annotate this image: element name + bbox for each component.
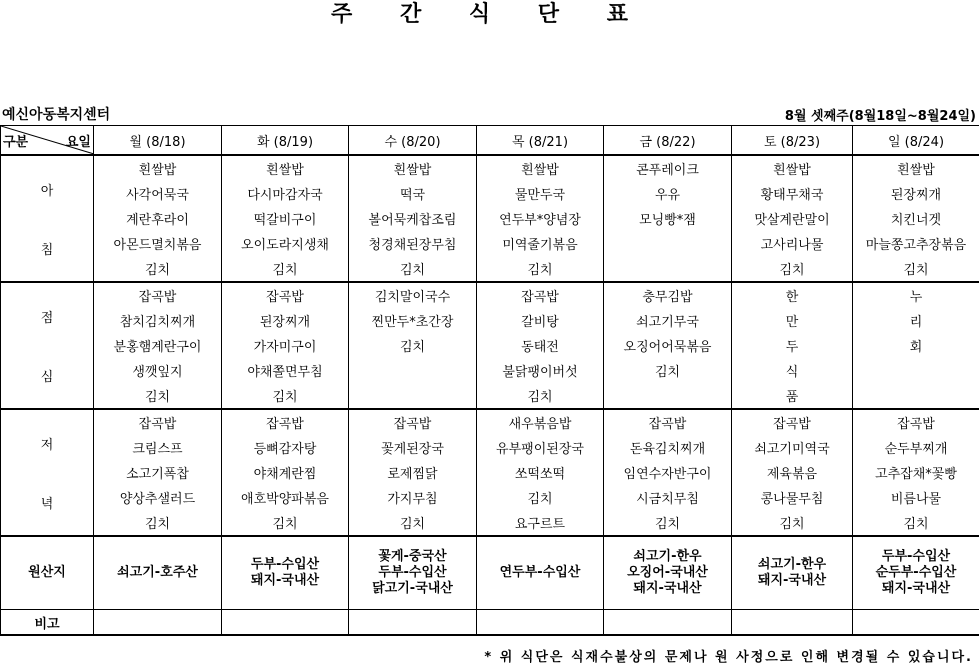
- origin-cell: [349, 536, 477, 610]
- breakfast-label-char: 아: [1, 180, 93, 199]
- menu-item: 된장찌개: [222, 308, 349, 333]
- footnote: * 위 식단은 식재수불상의 문제나 원 사정으로 인해 변경될 수 있습니다.: [484, 646, 973, 665]
- menu-item: 김치: [94, 510, 222, 536]
- dinner-row: [1, 485, 979, 510]
- menu-item: 잡곡밥: [222, 282, 349, 308]
- origin-line: 두부-수입산: [222, 557, 348, 573]
- day-header-sun: 일 (8/24): [853, 126, 979, 156]
- menu-item: 잡곡밥: [94, 409, 222, 435]
- menu-item: 찐만두*초간장: [349, 308, 477, 333]
- menu-item: 황태무채국: [732, 181, 853, 206]
- page-title: 주 간 식 단 표: [0, 2, 979, 28]
- menu-item: 김치: [349, 256, 477, 282]
- breakfast-row: [1, 181, 979, 206]
- menu-item: 흰쌀밥: [853, 155, 979, 181]
- menu-item: 돈육김치찌개: [604, 435, 732, 460]
- menu-item: [604, 256, 732, 282]
- menu-item: 김치: [477, 485, 604, 510]
- note-cell: [604, 610, 732, 636]
- menu-item: 김치말이국수: [349, 282, 477, 308]
- menu-item: 잡곡밥: [853, 409, 979, 435]
- day-header-tue: 화 (8/19): [222, 126, 349, 156]
- origin-label: 원산지: [1, 536, 94, 610]
- menu-item: 누: [853, 282, 979, 308]
- origin-line: 꽃게-중국산: [349, 549, 476, 565]
- origin-cell: [604, 536, 732, 610]
- menu-item: 갈비탕: [477, 308, 604, 333]
- origin-line: 돼지-국내산: [222, 573, 348, 589]
- menu-item: [604, 383, 732, 409]
- weekly-menu-table: [0, 125, 979, 636]
- menu-item: 잡곡밥: [94, 282, 222, 308]
- menu-item: 김치: [94, 256, 222, 282]
- dinner-label: [1, 409, 94, 536]
- menu-item: 치킨너겟: [853, 206, 979, 231]
- note-cell: [94, 610, 222, 636]
- menu-item: 생깻잎지: [94, 358, 222, 383]
- menu-item: 사각어묵국: [94, 181, 222, 206]
- dinner-row: [1, 510, 979, 536]
- breakfast-row: [1, 155, 979, 181]
- menu-item: 김치: [732, 510, 853, 536]
- breakfast-row: [1, 256, 979, 282]
- menu-item: 김치: [853, 510, 979, 536]
- menu-item: [853, 358, 979, 383]
- day-header-mon: 월 (8/18): [94, 126, 222, 156]
- origin-line: 돼지-국내산: [853, 581, 979, 597]
- lunch-label: [1, 282, 94, 409]
- origin-cell: [477, 536, 604, 610]
- menu-item: 한: [732, 282, 853, 308]
- menu-item: 콩나물무침: [732, 485, 853, 510]
- corner-label-day: 요일: [66, 131, 91, 150]
- day-header-sat: 토 (8/23): [732, 126, 853, 156]
- menu-item: 충무김밥: [604, 282, 732, 308]
- day-header-fri: 금 (8/22): [604, 126, 732, 156]
- breakfast-row: [1, 231, 979, 256]
- lunch-label-char: 심: [1, 366, 93, 385]
- origin-line: 두부-수입산: [349, 565, 476, 581]
- origin-row: [1, 536, 979, 610]
- menu-item: 계란후라이: [94, 206, 222, 231]
- menu-item: [604, 231, 732, 256]
- origin-line: 오징어-국내산: [604, 565, 731, 581]
- lunch-row: [1, 358, 979, 383]
- menu-item: 잡곡밥: [732, 409, 853, 435]
- note-cell: [732, 610, 853, 636]
- menu-item: 된장찌개: [853, 181, 979, 206]
- menu-item: 순두부찌개: [853, 435, 979, 460]
- menu-item: 불닭팽이버섯: [477, 358, 604, 383]
- origin-line: 두부-수입산: [853, 549, 979, 565]
- menu-item: 로제찜닭: [349, 460, 477, 485]
- menu-item: 품: [732, 383, 853, 409]
- menu-item: 김치: [732, 256, 853, 282]
- lunch-row: [1, 282, 979, 308]
- menu-item: 김치: [604, 358, 732, 383]
- week-range: 8월 셋째주(8월18일~8월24일): [785, 105, 976, 124]
- corner-header: [1, 126, 94, 156]
- menu-item: 우유: [604, 181, 732, 206]
- day-header-thu: 목 (8/21): [477, 126, 604, 156]
- menu-item: 볼어묵케찹조림: [349, 206, 477, 231]
- origin-line: 돼지-국내산: [732, 573, 852, 589]
- corner-label-category: 구분: [3, 131, 28, 150]
- lunch-label-char: 점: [1, 307, 93, 326]
- menu-item: 유부팽이된장국: [477, 435, 604, 460]
- origin-line: 순두부-수입산: [853, 565, 979, 581]
- menu-item: [349, 358, 477, 383]
- origin-cell: [732, 536, 853, 610]
- center-name: 예신아동복지센터: [2, 104, 110, 124]
- menu-item: 소고기폭찹: [94, 460, 222, 485]
- menu-item: 흰쌀밥: [732, 155, 853, 181]
- lunch-row: [1, 308, 979, 333]
- menu-item: 김치: [477, 256, 604, 282]
- note-row: [1, 610, 979, 636]
- lunch-row: [1, 333, 979, 358]
- menu-item: 떡국: [349, 181, 477, 206]
- menu-item: 쇠고기무국: [604, 308, 732, 333]
- origin-cell: [222, 536, 349, 610]
- menu-item: 김치: [222, 383, 349, 409]
- menu-item: 흰쌀밥: [349, 155, 477, 181]
- menu-item: 식: [732, 358, 853, 383]
- menu-item: 야채쫄면무침: [222, 358, 349, 383]
- menu-item: 연두부*양념장: [477, 206, 604, 231]
- menu-item: 분홍햄계란구이: [94, 333, 222, 358]
- menu-item: 고사리나물: [732, 231, 853, 256]
- dinner-row: [1, 460, 979, 485]
- menu-item: 쇠고기미역국: [732, 435, 853, 460]
- menu-item: 꽃게된장국: [349, 435, 477, 460]
- note-cell: [477, 610, 604, 636]
- menu-item: 참치김치찌개: [94, 308, 222, 333]
- origin-line: 닭고기-국내산: [349, 581, 476, 597]
- menu-item: 흰쌀밥: [94, 155, 222, 181]
- menu-item: 가자미구이: [222, 333, 349, 358]
- menu-item: 김치: [349, 510, 477, 536]
- menu-item: [853, 383, 979, 409]
- menu-item: 잡곡밥: [477, 282, 604, 308]
- menu-item: 양상추샐러드: [94, 485, 222, 510]
- origin-cell: [853, 536, 979, 610]
- menu-item: 임연수자반구이: [604, 460, 732, 485]
- breakfast-label: [1, 155, 94, 282]
- menu-item: 물만두국: [477, 181, 604, 206]
- dinner-row: [1, 409, 979, 435]
- menu-item: 새우볶음밥: [477, 409, 604, 435]
- menu-item: 김치: [94, 383, 222, 409]
- menu-item: 야채계란찜: [222, 460, 349, 485]
- menu-item: 비름나물: [853, 485, 979, 510]
- header-row: [1, 126, 979, 156]
- menu-item: 고추잡채*꽃빵: [853, 460, 979, 485]
- menu-item: 흰쌀밥: [222, 155, 349, 181]
- menu-item: 김치: [477, 383, 604, 409]
- menu-body: [1, 155, 979, 536]
- menu-item: 흰쌀밥: [477, 155, 604, 181]
- origin-line: 돼지-국내산: [604, 581, 731, 597]
- menu-item: 애호박양파볶음: [222, 485, 349, 510]
- note-cell: [853, 610, 979, 636]
- note-label: 비고: [1, 610, 94, 636]
- origin-line: 연두부-수입산: [477, 565, 603, 581]
- menu-item: 아몬드멸치볶음: [94, 231, 222, 256]
- origin-line: 쇠고기-한우: [604, 549, 731, 565]
- menu-item: 김치: [222, 510, 349, 536]
- menu-item: 동태전: [477, 333, 604, 358]
- menu-item: 제육볶음: [732, 460, 853, 485]
- origin-cell: [94, 536, 222, 610]
- menu-item: 다시마감자국: [222, 181, 349, 206]
- menu-item: 회: [853, 333, 979, 358]
- dinner-row: [1, 435, 979, 460]
- menu-item: 잡곡밥: [604, 409, 732, 435]
- origin-line: 쇠고기-호주산: [94, 565, 221, 581]
- menu-item: 청경채된장무침: [349, 231, 477, 256]
- menu-item: 오징어어묵볶음: [604, 333, 732, 358]
- menu-item: 맛살계란말이: [732, 206, 853, 231]
- dinner-label-char: 녁: [1, 493, 93, 512]
- menu-item: 만: [732, 308, 853, 333]
- menu-item: [349, 383, 477, 409]
- breakfast-label-char: 침: [1, 239, 93, 258]
- origin-line: 쇠고기-한우: [732, 557, 852, 573]
- breakfast-row: [1, 206, 979, 231]
- dinner-label-char: 저: [1, 434, 93, 453]
- menu-item: 모닝빵*잼: [604, 206, 732, 231]
- menu-item: 김치: [222, 256, 349, 282]
- menu-item: 가지무침: [349, 485, 477, 510]
- menu-item: 김치: [349, 333, 477, 358]
- menu-item: 두: [732, 333, 853, 358]
- menu-item: 쏘떡쏘떡: [477, 460, 604, 485]
- menu-item: 떡갈비구이: [222, 206, 349, 231]
- menu-item: 미역줄기볶음: [477, 231, 604, 256]
- menu-item: 마늘쫑고추장볶음: [853, 231, 979, 256]
- menu-item: 리: [853, 308, 979, 333]
- menu-item: 등뼈감자탕: [222, 435, 349, 460]
- menu-item: 요구르트: [477, 510, 604, 536]
- lunch-row: [1, 383, 979, 409]
- menu-item: 크림스프: [94, 435, 222, 460]
- menu-item: 잡곡밥: [349, 409, 477, 435]
- menu-item: 잡곡밥: [222, 409, 349, 435]
- note-cell: [222, 610, 349, 636]
- menu-item: 콘푸레이크: [604, 155, 732, 181]
- note-cell: [349, 610, 477, 636]
- menu-item: 오이도라지생채: [222, 231, 349, 256]
- day-header-wed: 수 (8/20): [349, 126, 477, 156]
- menu-item: 시금치무침: [604, 485, 732, 510]
- menu-item: 김치: [604, 510, 732, 536]
- menu-item: 김치: [853, 256, 979, 282]
